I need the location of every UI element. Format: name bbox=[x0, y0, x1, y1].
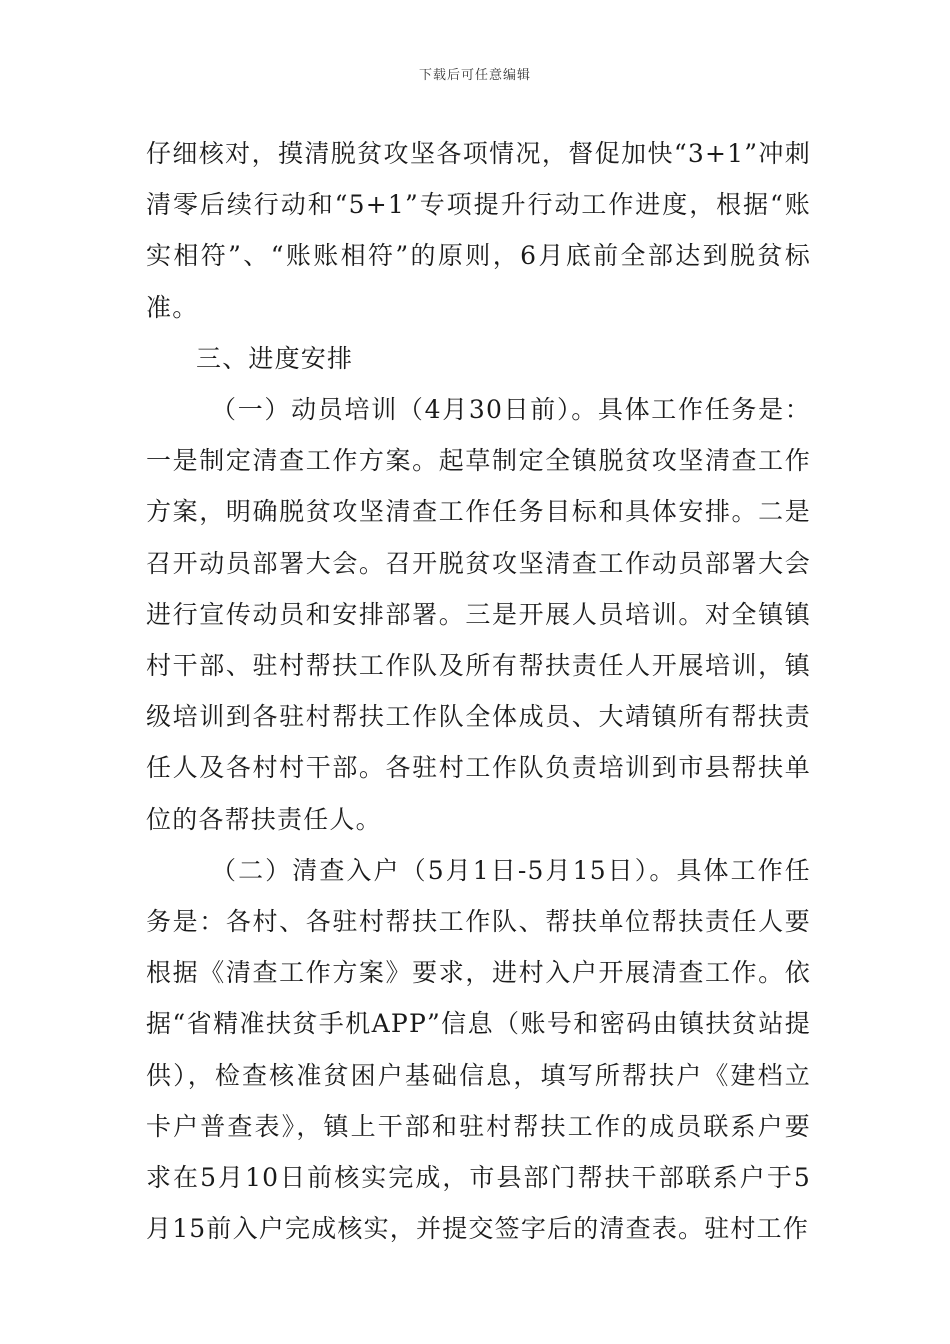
header-note: 下载后可任意编辑 bbox=[418, 68, 531, 83]
document-body bbox=[146, 128, 811, 1254]
paragraph-household-check: （二）清查入户（5月1日-5月15日）。具体工作任务是：各村、各驻村帮扶工作队、帮扶单位帮扶责任人要根据《清查工作方案》要求，进村入户开展清查工作。依据“省精准扶贫手机APP”信息（账号和密码由镇扶贫站提供），检查核准贫困户基础信息，填写所帮扶户《建档立卡户普查表》，镇上干部和驻村帮扶工作的成员联系户要求在5月10日前核实完成，市县部门帮扶干部联系户于5月15前入户完成核实，并提交签字后的清查表。驻村工作 bbox=[146, 855, 811, 1244]
paragraph-mobilization-training: （一）动员培训（4月30日前）。具体工作任务是：一是制定清查工作方案。起草制定全镇脱贫攻坚清查工作方案，明确脱贫攻坚清查工作任务目标和具体安排。二是召开动员部署大会。召开脱贫攻坚清查工作动员部署大会进行宣传动员和安排部署。三是开展人员培训。对全镇镇村干部、驻村帮扶工作队及所有帮扶责任人开展培训，镇级培训到各驻村帮扶工作队全体成员、大靖镇所有帮扶责任人及各村村干部。各驻村工作队负责培训到市县帮扶单位的各帮扶责任人。 bbox=[146, 395, 811, 834]
paragraph-continuation: 仔细核对，摸清脱贫攻坚各项情况，督促加快“3+1”冲刺清零后续行动和“5+1”专项提升行动工作进度，根据“账实相符”、“账账相符”的原则，6月底前全部达到脱贫标准。 bbox=[146, 139, 811, 322]
section-heading-schedule: 三、进度安排 bbox=[196, 343, 354, 373]
